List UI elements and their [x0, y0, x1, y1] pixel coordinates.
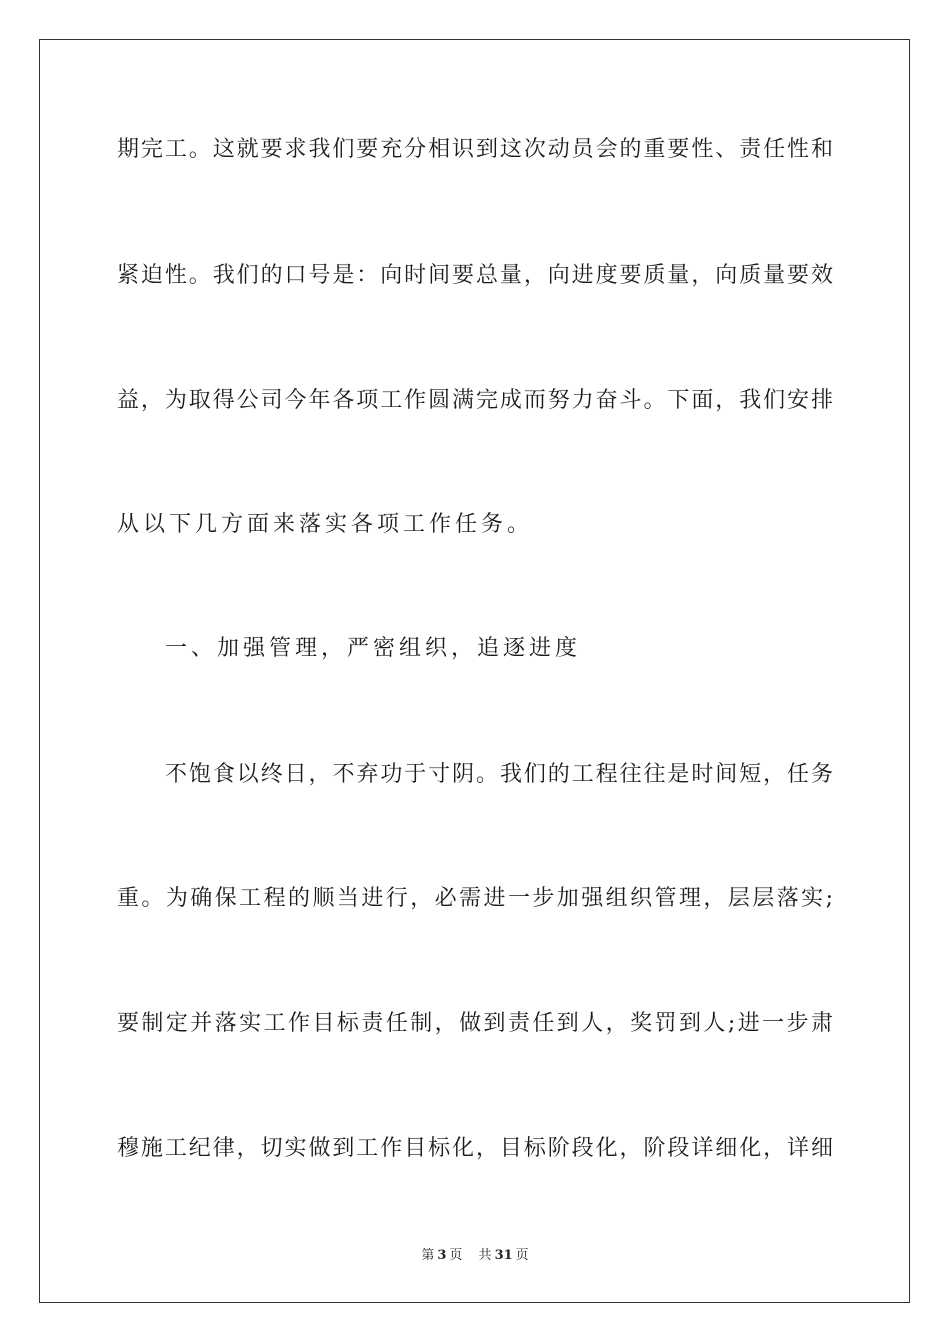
- page-prefix: 第: [421, 1248, 435, 1263]
- body-line-2: 紧迫性。我们的口号是：向时间要总量，向进度要质量，向质量要效: [117, 263, 833, 288]
- total-indicator: [476, 1248, 532, 1263]
- page-suffix: 页: [449, 1248, 463, 1263]
- total-pages: 31: [494, 1248, 513, 1263]
- total-suffix: 页: [515, 1248, 529, 1263]
- body-line-6: 不饱食以终日，不弃功于寸阴。我们的工程往往是时间短，任务: [165, 762, 833, 787]
- page-footer: [0, 1247, 950, 1265]
- body-line-1: 期完工。这就要求我们要充分相识到这次动员会的重要性、责任性和: [117, 137, 833, 162]
- page-number: 3: [437, 1248, 447, 1263]
- total-prefix: 共: [478, 1248, 492, 1263]
- body-line-8: 要制定并落实工作目标责任制，做到责任到人，奖罚到人;进一步肃: [117, 1011, 833, 1036]
- body-line-7: 重。为确保工程的顺当进行，必需进一步加强组织管理，层层落实;: [117, 886, 833, 911]
- body-line-9: 穆施工纪律，切实做到工作目标化，目标阶段化，阶段详细化，详细: [117, 1136, 833, 1161]
- page-indicator: [418, 1248, 465, 1263]
- body-line-4: 从以下几方面来落实各项工作任务。: [117, 512, 534, 537]
- page-border: [39, 39, 910, 1303]
- section-heading: 一、加强管理，严密组织，追逐进度: [165, 636, 582, 661]
- body-line-3: 益，为取得公司今年各项工作圆满完成而努力奋斗。下面，我们安排: [117, 388, 833, 413]
